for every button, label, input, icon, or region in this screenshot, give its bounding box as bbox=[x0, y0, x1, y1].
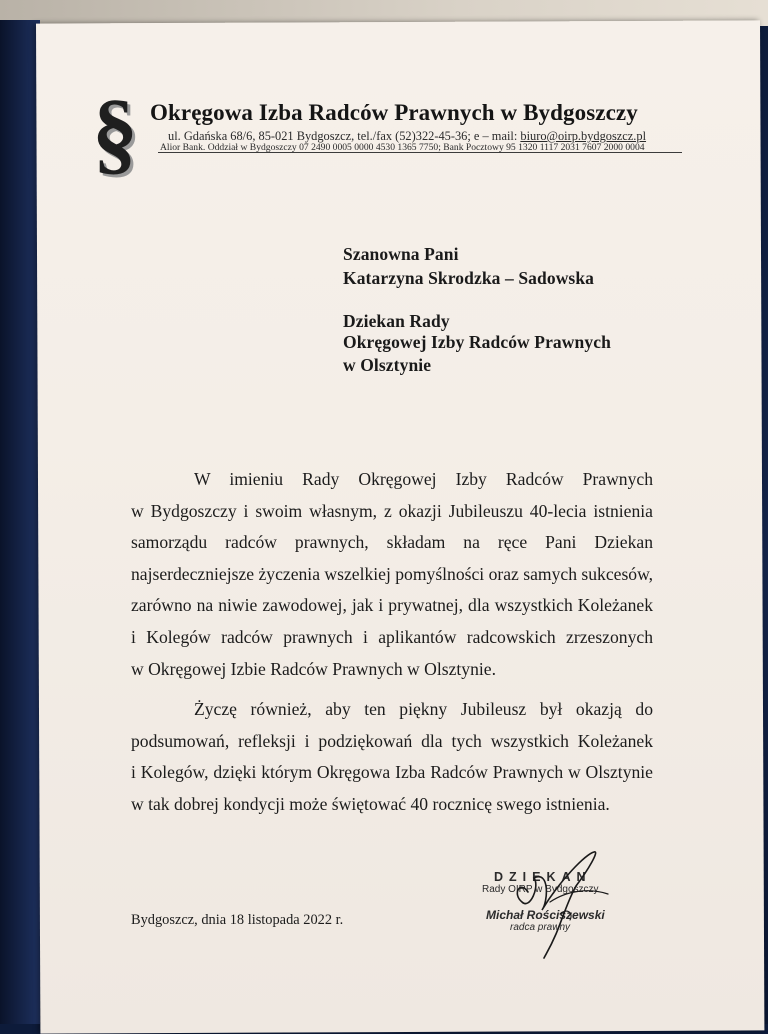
paragraph-line: w Okręgowej Izbie Radców Prawnych w Olsztynie. bbox=[131, 658, 496, 679]
body-paragraph-1 bbox=[131, 464, 653, 685]
paragraph-line: najserdeczniejsze życzenia wszelkiej pomyślności oraz samych sukcesów, bbox=[131, 563, 654, 584]
email-text: biuro@oirp.bydgoszcz.pl bbox=[520, 129, 647, 143]
paragraph-line: i Kolegów radców prawnych i aplikantów radcowskich zrzeszonych bbox=[131, 626, 653, 647]
body-paragraph-2 bbox=[131, 694, 653, 820]
paragraph-line: zarówno na niwie zawodowej, jak i prywatnej, dla wszystkich Koleżanek bbox=[131, 595, 653, 616]
recipient-name: Katarzyna Skrodzka – Sadowska bbox=[343, 268, 595, 288]
paragraph-line: podsumowań, refleksji i podziękowań dla tych wszystkich Koleżanek bbox=[131, 730, 653, 751]
letterhead-divider bbox=[158, 152, 682, 153]
folder-cover bbox=[0, 20, 40, 1024]
recipient-title-line-1: Dziekan Rady bbox=[343, 311, 450, 331]
stamp-subtitle: Rady OIRP w Bydgoszczy bbox=[482, 884, 599, 895]
paragraph-line: Życzę również, aby ten piękny Jubileusz był okazją do bbox=[194, 699, 653, 719]
recipient-title-line-2: Okręgowej Izby Radców Prawnych bbox=[343, 332, 611, 352]
address-phone-text: ul. Gdańska 68/6, 85-021 Bydgoszcz, tel./fax (52)322-45-36; e – mail: bbox=[168, 129, 521, 143]
paragraph-line: W imieniu Rady Okręgowej Izby Radców Prawnych bbox=[194, 469, 653, 489]
paragraph-line: i Kolegów, dzięki którym Okręgowa Izba Radców Prawnych w Olsztynie bbox=[131, 762, 653, 783]
organization-name: Okręgowa Izba Radców Prawnych w Bydgoszczy bbox=[150, 100, 638, 125]
stamp-title: DZIEKAN bbox=[494, 870, 592, 884]
bank-accounts-line: Alior Bank. Oddział w Bydgoszczy 07 2490 0005 0000 4530 1365 7750; Bank Pocztowy 95 1320 1117 2031 7607 2000 0004 bbox=[160, 142, 645, 153]
place-and-date: Bydgoszcz, dnia 18 listopada 2022 r. bbox=[131, 912, 344, 928]
recipient-salutation: Szanowna Pani bbox=[343, 244, 459, 264]
paragraph-line: w Bydgoszczy i swoim własnym, z okazji Jubileuszu 40-lecia istnienia bbox=[131, 500, 653, 521]
stamp-signer-name: Michał Rościszewski bbox=[486, 908, 605, 922]
stamp-signer-role: radca prawny bbox=[510, 922, 571, 933]
handwritten-signature bbox=[490, 850, 630, 960]
paragraph-sign-emblem-icon: § bbox=[92, 81, 138, 183]
recipient-title-line-3: w Olsztynie bbox=[343, 355, 432, 375]
paragraph-line: w tak dobrej kondycji może świętować 40 rocznicę swego istnienia. bbox=[131, 793, 610, 814]
paragraph-line: samorządu radców prawnych, składam na ręce Pani Dziekan bbox=[131, 532, 653, 553]
